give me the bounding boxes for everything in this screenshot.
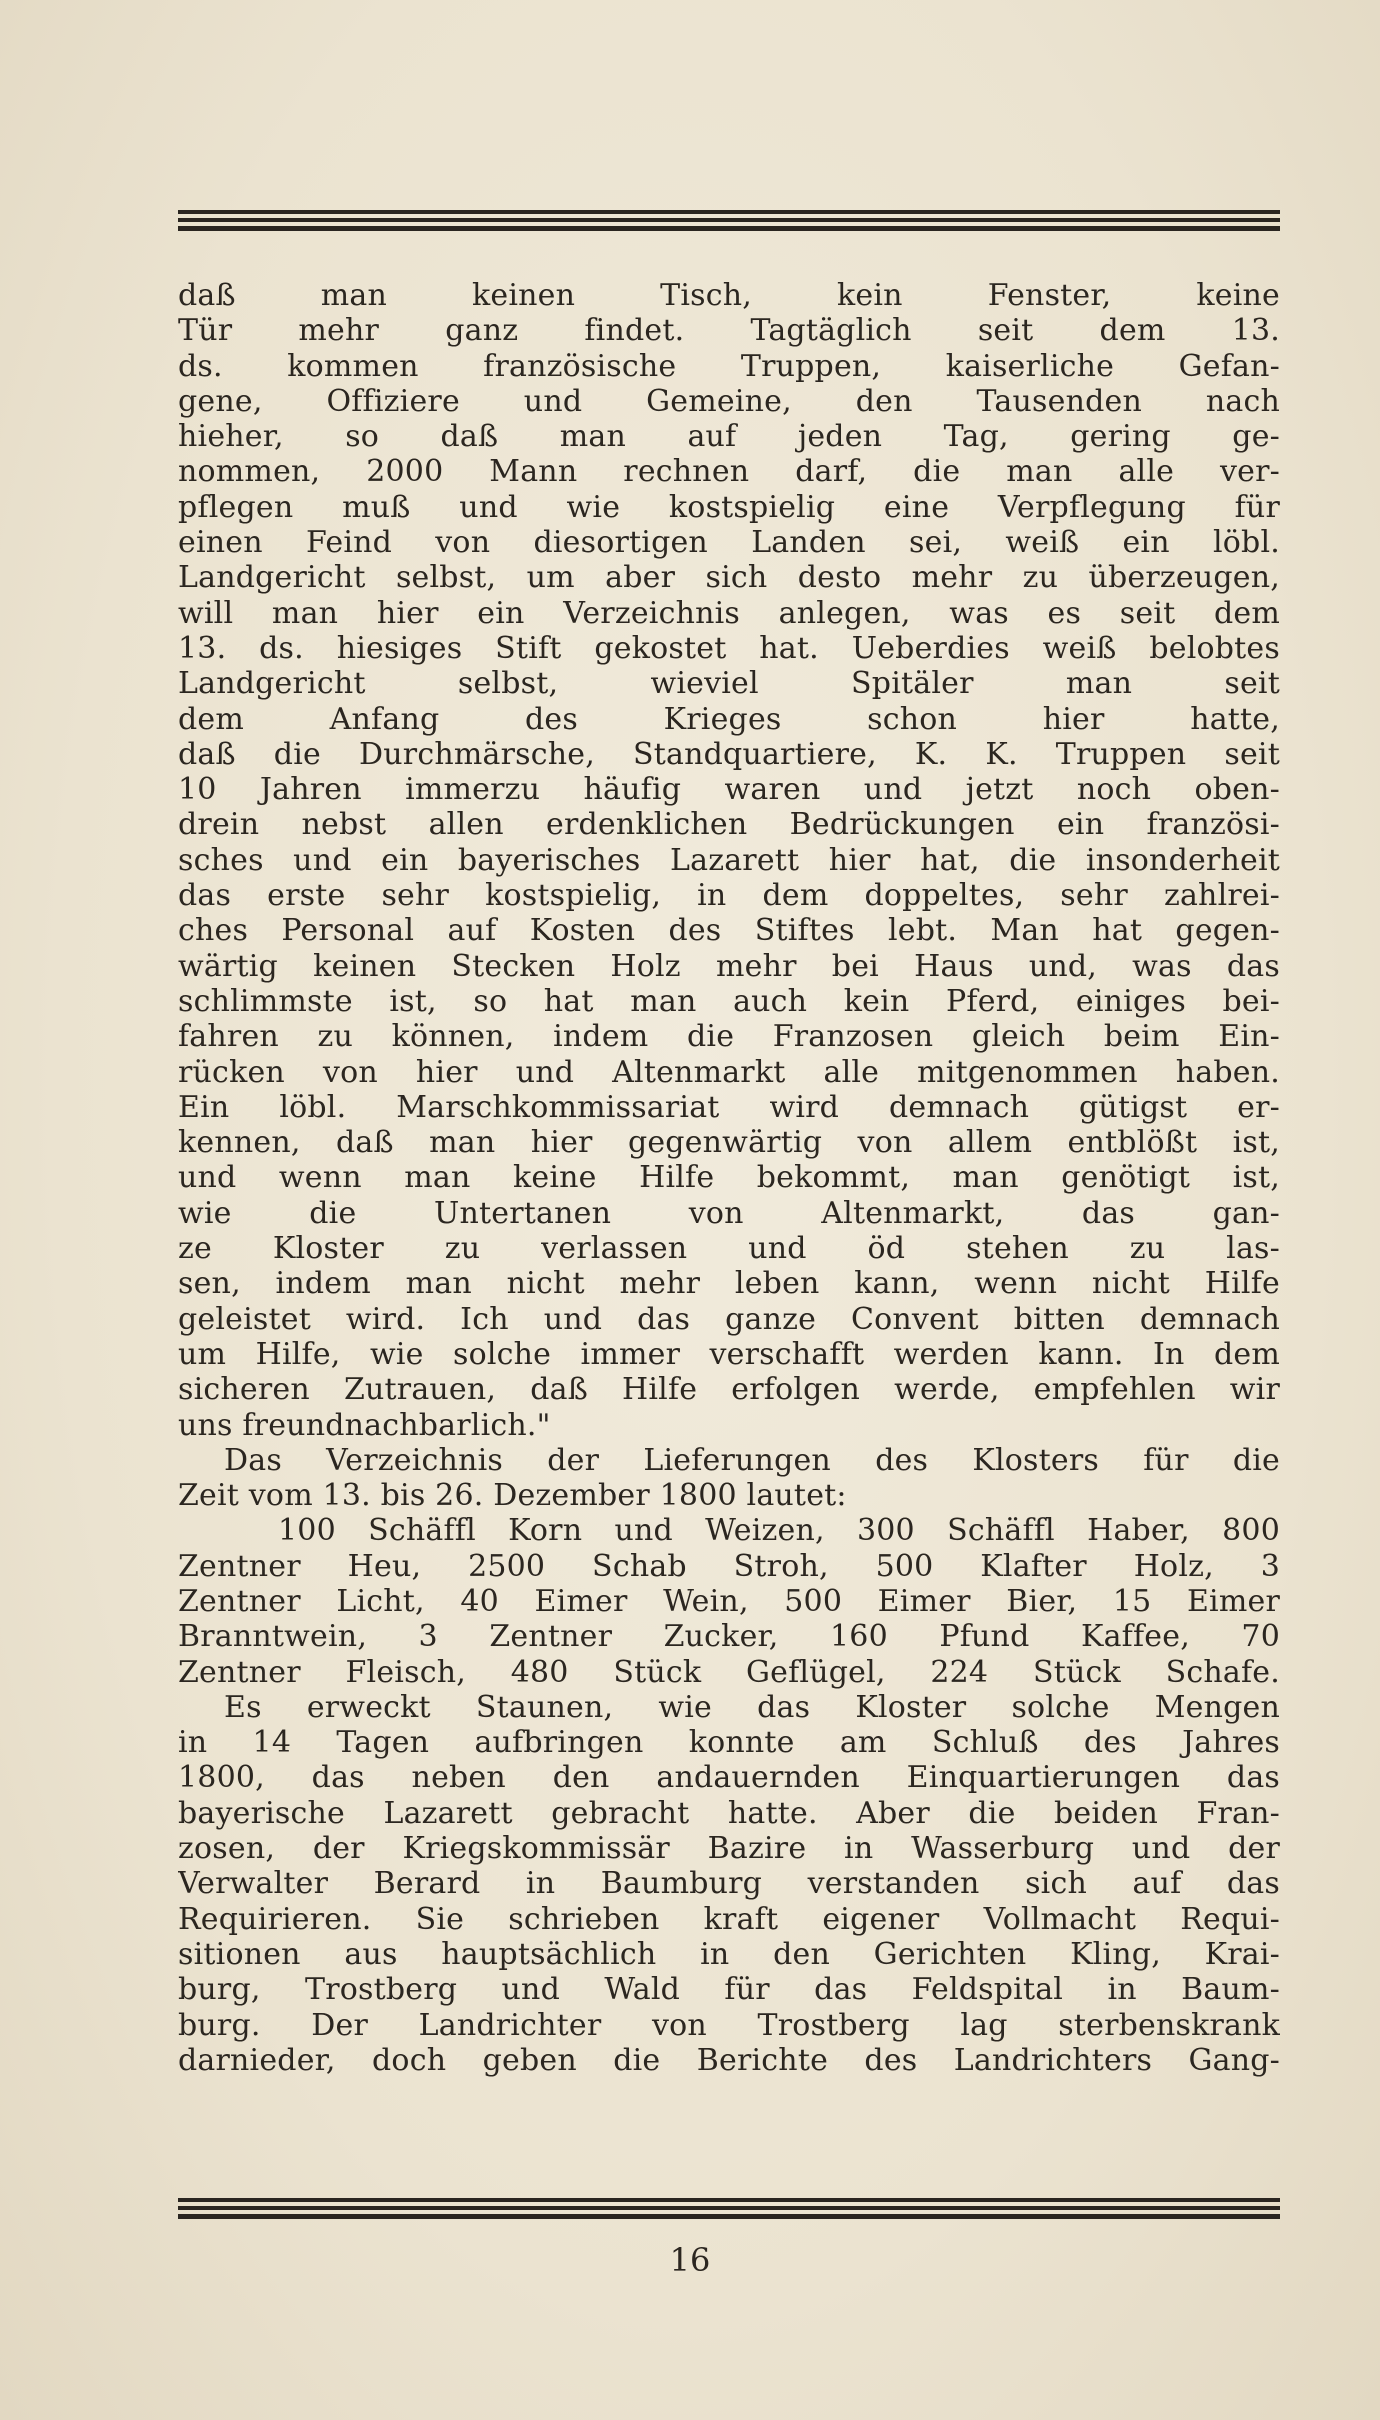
text-line: ches Personal auf Kosten des Stiftes lebt. Man hat gegen- — [178, 913, 1280, 949]
text-line: drein nebst allen erdenklichen Bedrückungen ein französi- — [178, 807, 1280, 843]
text-line: pflegen muß und wie kostspielig eine Verpflegung für — [178, 489, 1280, 525]
text-line: zosen, der Kriegskommissär Bazire in Wasserburg und der — [178, 1831, 1280, 1867]
text-line: Tür mehr ganz findet. Tagtäglich seit dem 13. — [178, 313, 1280, 349]
text-line: rücken von hier und Altenmarkt alle mitgenommen haben. — [178, 1054, 1280, 1090]
text-line: dem Anfang des Krieges schon hier hatte, — [178, 701, 1280, 737]
body-text — [178, 278, 1280, 2158]
text-line: uns freundnachbarlich." — [178, 1407, 551, 1443]
text-line: wärtig keinen Stecken Holz mehr bei Haus und, was das — [178, 948, 1280, 984]
rule-line — [178, 2206, 1280, 2210]
rule-line — [178, 218, 1280, 222]
text-line: in 14 Tagen aufbringen konnte am Schluß des Jahres — [178, 1725, 1280, 1761]
text-line: Landgericht selbst, wieviel Spitäler man seit — [178, 666, 1280, 702]
text-line: 10 Jahren immerzu häufig waren und jetzt noch oben- — [178, 772, 1280, 808]
text-line: daß die Durchmärsche, Standquartiere, K. K. Truppen seit — [178, 736, 1280, 772]
text-line: Das Verzeichnis der Lieferungen des Klosters für die — [224, 1442, 1280, 1478]
text-line: ze Kloster zu verlassen und öd stehen zu las- — [178, 1231, 1280, 1267]
text-line: daß man keinen Tisch, kein Fenster, keine — [178, 278, 1280, 313]
text-line: darnieder, doch geben die Berichte des Landrichters Gang- — [178, 2042, 1280, 2078]
text-line: nommen, 2000 Mann rechnen darf, die man alle ver- — [178, 454, 1280, 490]
text-line: wie die Untertanen von Altenmarkt, das gan- — [178, 1195, 1280, 1231]
text-line: sicheren Zutrauen, daß Hilfe erfolgen werde, empfehlen wir — [178, 1372, 1280, 1408]
rule-line — [178, 226, 1280, 231]
text-line: 1800, das neben den andauernden Einquartierungen das — [178, 1760, 1280, 1796]
text-line: burg. Der Landrichter von Trostberg lag sterbenskrank — [178, 2007, 1280, 2043]
text-line: Zentner Heu, 2500 Schab Stroh, 500 Klafter Holz, 3 — [178, 1548, 1280, 1584]
page-number: 16 — [669, 2241, 711, 2279]
text-line: Requirieren. Sie schrieben kraft eigener Vollmacht Requi- — [178, 1901, 1280, 1937]
text-line: Landgericht selbst, um aber sich desto mehr zu überzeugen, — [178, 560, 1280, 596]
text-line: will man hier ein Verzeichnis anlegen, was es seit dem — [178, 595, 1280, 631]
text-line: 13. ds. hiesiges Stift gekostet hat. Ueberdies weiß belobtes — [178, 630, 1280, 666]
text-line: Zentner Licht, 40 Eimer Wein, 500 Eimer Bier, 15 Eimer — [178, 1583, 1280, 1619]
text-line: schlimmste ist, so hat man auch kein Pferd, einiges bei- — [178, 983, 1280, 1019]
text-line: Zentner Fleisch, 480 Stück Geflügel, 224 Stück Schafe. — [178, 1654, 1280, 1690]
text-line: kennen, daß man hier gegenwärtig von allem entblößt ist, — [178, 1125, 1280, 1161]
text-line: Es erweckt Staunen, wie das Kloster solche Mengen — [224, 1689, 1280, 1725]
text-line: gene, Offiziere und Gemeine, den Tausenden nach — [178, 383, 1280, 419]
text-line: burg, Trostberg und Wald für das Feldspital in Baum- — [178, 1972, 1280, 2008]
rule-line — [178, 210, 1280, 214]
rule-line — [178, 2198, 1280, 2202]
text-line: sitionen aus hauptsächlich in den Gerichten Kling, Krai- — [178, 1936, 1280, 1972]
text-line: und wenn man keine Hilfe bekommt, man genötigt ist, — [178, 1160, 1280, 1196]
text-line: das erste sehr kostspielig, in dem doppeltes, sehr zahlrei- — [178, 878, 1280, 914]
text-line: 100 Schäffl Korn und Weizen, 300 Schäffl Haber, 800 — [278, 1513, 1280, 1549]
text-line: sen, indem man nicht mehr leben kann, wenn nicht Hilfe — [178, 1266, 1280, 1302]
text-line: einen Feind von diesortigen Landen sei, weiß ein löbl. — [178, 525, 1280, 561]
text-line: Verwalter Berard in Baumburg verstanden sich auf das — [178, 1866, 1280, 1902]
text-line: geleistet wird. Ich und das ganze Convent bitten demnach — [178, 1301, 1280, 1337]
rule-line — [178, 2214, 1280, 2219]
text-line: fahren zu können, indem die Franzosen gleich beim Ein- — [178, 1019, 1280, 1055]
top-triple-rule — [178, 210, 1280, 232]
text-line: sches und ein bayerisches Lazarett hier hat, die insonderheit — [178, 842, 1280, 878]
bottom-triple-rule — [178, 2198, 1280, 2220]
text-line: um Hilfe, wie solche immer verschafft werden kann. In dem — [178, 1336, 1280, 1372]
text-line: Ein löbl. Marschkommissariat wird demnach gütigst er- — [178, 1089, 1280, 1125]
text-line: hieher, so daß man auf jeden Tag, gering ge- — [178, 419, 1280, 455]
text-line: bayerische Lazarett gebracht hatte. Aber die beiden Fran- — [178, 1795, 1280, 1831]
text-line: Zeit vom 13. bis 26. Dezember 1800 lautet: — [178, 1478, 847, 1514]
text-line: Branntwein, 3 Zentner Zucker, 160 Pfund Kaffee, 70 — [178, 1619, 1280, 1655]
text-line: ds. kommen französische Truppen, kaiserliche Gefan- — [178, 348, 1280, 384]
